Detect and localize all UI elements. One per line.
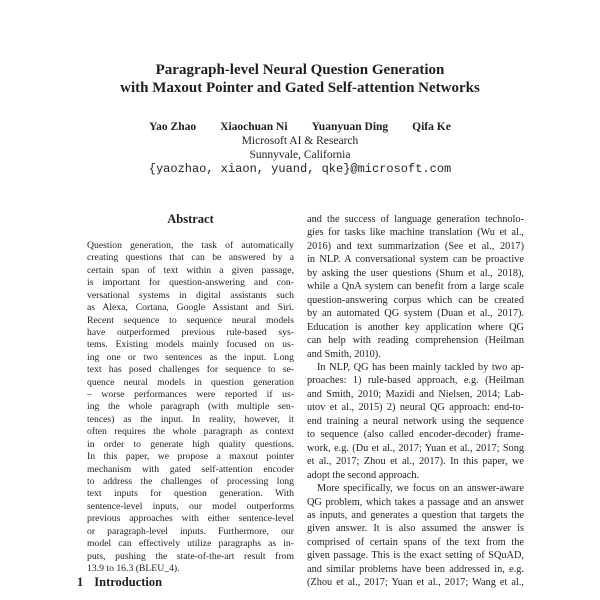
paper-title-line1: Paragraph-level Neural Question Generation [155, 62, 445, 78]
text-line: (Zhou et al., 2017; Yuan et al., 2017; Wang et al., [307, 577, 524, 589]
email-line: {yaozhao, xiaon, yuand, qke}@microsoft.com [148, 162, 452, 176]
text-line: In NLP, QG has been mainly tackled by two ap- [317, 361, 524, 373]
text-line: is important for question-answering and con- [87, 277, 294, 289]
text-line: ing the whole paragraph (with multiple sen- [87, 401, 294, 413]
text-line: adopt the second approach. [307, 469, 420, 481]
text-line: text has posed challenges for sequence to se- [87, 364, 294, 376]
text-line: end training a neural network using the sequence [307, 415, 524, 427]
text-line: 13.9 to 16.3 (BLEU_4). [87, 562, 180, 574]
text-line: question-answering corpus which can be created [307, 294, 524, 306]
text-line: ing one or two sentences as the input. Long [87, 351, 294, 363]
text-line: creating questions that can be answered by a [87, 252, 294, 264]
text-line: Question generation, the task of automatically [87, 240, 294, 251]
text-line: gies for tasks like machine translation (Wu et al., [307, 227, 524, 239]
text-line: – worse performances were reported if us- [87, 389, 294, 401]
text-line: given passage. This is the exact setting of SQuAD, [307, 550, 524, 562]
text-line: as Alexa, Cortana, Google Assistant and Siri. [87, 302, 294, 314]
text-line: certain span of text within a given passage, [87, 264, 294, 276]
text-line: to sequence (also called encoder-decoder) frame- [307, 429, 524, 441]
author-list [0, 121, 600, 134]
text-line: by an automated QG system (Duan et al., 2017). [307, 308, 524, 320]
text-line: as inputs, and generates a question that targets the [307, 509, 524, 521]
text-line: et al., 2017; Zhou et al., 2017). In this paper, we [307, 456, 524, 468]
text-line: while a QnA system can benefit from a large scale [307, 281, 524, 293]
text-line: and Smith, 2010). [307, 348, 381, 360]
paper-title-line2: with Maxout Pointer and Gated Self-attention Networks [120, 79, 480, 96]
text-line: 2016) and text summarization (See et al., 2017) [307, 240, 524, 252]
affiliation: Microsoft AI & Research [241, 135, 359, 147]
text-line: often requires the whole paragraph as context [87, 426, 294, 438]
text-line: and Smith, 2010; Mazidi and Nielsen, 2014; Lab- [307, 388, 524, 400]
text-line: comprised of certain spans of the text from the [307, 536, 524, 548]
text-line: Recent sequence to sequence neural models [87, 314, 294, 326]
author-name: Yuanyuan Ding [311, 121, 389, 133]
text-line: puts, pushing the state-of-the-art result from [87, 550, 294, 562]
text-line: text inputs for question generation. With [87, 488, 294, 500]
text-line: can help with reading comprehension (Heilman [307, 335, 524, 347]
text-line: and similar problems have been addressed in, e.g. [307, 563, 524, 575]
text-line: in NLP. A conversational system can be proactive [307, 254, 524, 266]
text-line: Education is another key application where QG [307, 321, 524, 333]
text-line: versational systems in digital assistants such [87, 289, 294, 301]
text-line: model can effectively utilize paragraphs as in- [87, 538, 294, 550]
text-line: have outperformed previous rule-based sys- [87, 326, 294, 338]
text-line: sentence-level inputs, our model outperforms [87, 500, 294, 512]
right-column [307, 213, 524, 590]
text-line: utov et al., 2015) 2) neural QG approach: end-to- [307, 402, 524, 414]
title-block [0, 62, 600, 176]
text-line: in order to generate high quality questions. [87, 438, 294, 450]
text-line: by asking the user questions (Shum et al., 2018), [307, 267, 524, 279]
text-line: tems. Existing models mainly focused on us- [87, 339, 294, 351]
author-name: Xiaochuan Ni [220, 121, 288, 133]
text-line: QG problem, which takes a passage and an answer [307, 496, 524, 508]
abstract-text [87, 240, 294, 575]
author-name: Qifa Ke [412, 121, 451, 133]
author-name: Yao Zhao [149, 121, 197, 133]
left-column [77, 213, 296, 575]
text-line: and the success of language generation technolo- [307, 214, 524, 225]
section-number: 1 [77, 575, 84, 589]
paper-title [0, 62, 600, 97]
text-line: or paragraph-level inputs. Furthermore, our [87, 525, 294, 537]
text-line: to address the challenges of processing long [87, 476, 294, 488]
text-line: proaches: 1) rule-based approach, e.g. (Heilman [307, 375, 524, 387]
section-heading-introduction [77, 575, 162, 589]
text-line: given answer. It is also assumed the answer is [307, 523, 524, 535]
abstract-heading: Abstract [167, 212, 214, 226]
text-line: quence neural models in question generation [87, 376, 294, 388]
text-line: work, e.g. (Du et al., 2017; Yuan et al., 2017; Song [307, 442, 524, 454]
text-line: In this paper, we propose a maxout pointer [87, 451, 294, 463]
text-line: More specifically, we focus on an answer-aware [317, 483, 524, 495]
section-title: Introduction [94, 575, 163, 589]
text-line: mechanism with gated self-attention encoder [87, 463, 294, 475]
text-line: tences) as the input. In reality, however, it [87, 413, 294, 425]
text-line: previous approaches with either sentence-level [87, 513, 294, 525]
abstract-block [87, 213, 294, 575]
affiliation-location: Sunnyvale, California [249, 149, 351, 161]
